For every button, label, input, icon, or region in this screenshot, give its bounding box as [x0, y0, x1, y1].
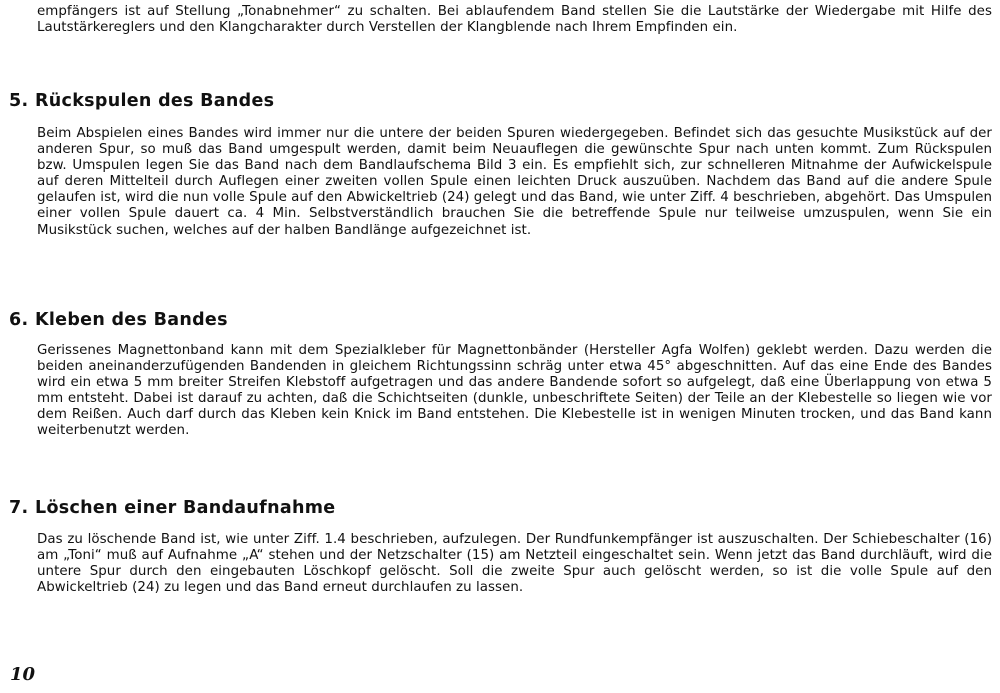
- section-body-kleben: Gerissenes Magnettonband kann mit dem Spezialkleber für Magnettonbänder (Hersteller Agfa Wolfen) geklebt werden. Dazu werden die beiden aneinanderzufügenden Bandenden in gleichem Richtungssinn schräg unter etwa 45° abgeschnitten. Auf das eine Ende des Bandes wird ein etwa 5 mm breiter Streifen Klebstoff aufgetragen und das andere Bandende sofort so aufgelegt, daß eine Überlappung von etwa 5 mm entsteht. Dabei ist darauf zu achten, daß die Schichtseiten (dunkle, unbeschriftete Seiten) der Teile an der Klebestelle so liegen wie vor dem Reißen. Auch darf durch das Kleben kein Knick im Band entstehen. Die Klebestelle ist in wenigen Minuten trocken, und das Band kann weiterbenutzt werden.: [37, 343, 992, 439]
- section-heading-loeschen: [9, 498, 335, 518]
- section-body-rueckspulen: Beim Abspielen eines Bandes wird immer nur die untere der beiden Spuren wiedergegeben. Befindet sich das gesuchte Musikstück auf der anderen Spur, so muß das Band umgespult werden, damit beim Neuauflegen die gewünschte Spur nach unten kommt. Zum Rückspulen bzw. Umspulen legen Sie das Band nach dem Bandlaufschema Bild 3 ein. Es empfiehlt sich, zur schnelleren Mitnahme der Aufwickelspule auf deren Mittelteil durch Auflegen einer zweiten vollen Spule einen leichten Druck auszuüben. Nachdem das Band auf die andere Spule gelaufen ist, wird die nun volle Spule auf den Abwickeltrieb (24) gelegt und das Band, wie unter Ziff. 4 beschrieben, abgehört. Das Umspulen einer vollen Spule dauert ca. 4 Min. Selbstverständlich brauchen Sie die betreffende Spule nur teilweise umzuspulen, wenn Sie ein Musikstück suchen, welches auf der halben Bandlänge aufgezeichnet ist.: [37, 126, 992, 238]
- section-body-loeschen: Das zu löschende Band ist, wie unter Ziff. 1.4 beschrieben, aufzulegen. Der Rundfunkempfänger ist auszuschalten. Der Schiebeschalter (16) am „Toni“ muß auf Aufnahme „A“ stehen und der Netzschalter (15) am Netzteil eingeschaltet sein. Wenn jetzt das Band durchläuft, wird die untere Spur durch den eingebauten Löschkopf gelöscht. Soll die zweite Spur auch gelöscht werden, so ist die volle Spule auf den Abwickeltrieb (24) zu legen und das Band erneut durchlaufen zu lassen.: [37, 532, 992, 596]
- section-number: 5.: [9, 91, 29, 111]
- section-title: Rückspulen des Bandes: [35, 91, 275, 111]
- section-title: Löschen einer Bandaufnahme: [35, 498, 336, 518]
- section-title: Kleben des Bandes: [35, 310, 228, 330]
- section-number: 6.: [9, 310, 29, 330]
- page-number: 10: [10, 664, 36, 685]
- intro-paragraph: empfängers ist auf Stellung „Tonabnehmer“ zu schalten. Bei ablaufendem Band stellen Sie die Lautstärke der Wiedergabe mit Hilfe des Lautstärkereglers und den Klangcharakter durch Verstellen der Klangblende nach Ihrem Empfinden ein.: [37, 4, 992, 36]
- section-number: 7.: [9, 498, 29, 518]
- section-heading-rueckspulen: [9, 91, 274, 111]
- section-heading-kleben: [9, 310, 228, 330]
